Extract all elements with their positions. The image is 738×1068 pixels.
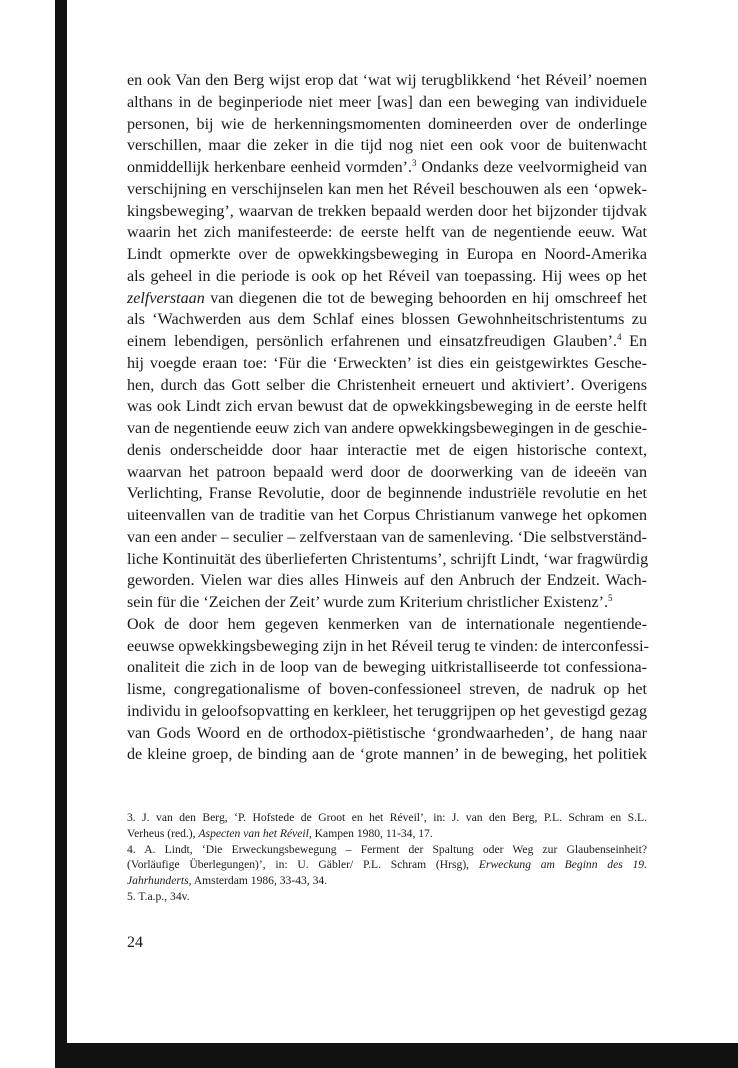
body-line: individu in geloofsopvatting en kerkleer, het teruggrijpen op het gevestigd gezag bbox=[127, 702, 647, 720]
body-line: en ook Van den Berg wijst erop dat ‘wat wij terugblikkend ‘het Réveil’ noemen bbox=[127, 72, 647, 89]
footnote-text: Kampen 1980, 11-34, 17. bbox=[311, 826, 433, 840]
italic-term: zelfverstaan bbox=[127, 289, 205, 307]
body-line-rest: van diegenen die tot de beweging behoorden en hij omschreef het bbox=[204, 289, 647, 307]
body-line: was ook Lindt zich ervan bewust dat de opwekkingsbeweging in de eerste helft bbox=[127, 398, 647, 416]
body-line: als geheel in die periode is ook op het Réveil van toepassing. Hij wees op het bbox=[127, 267, 647, 285]
body-line: Verlichting, Franse Revolutie, door de beginnende industriële revolutie en het bbox=[127, 485, 647, 503]
footnote-3-line-1: 3. J. van den Berg, ‘P. Hofstede de Groot en het Réveil’, in: J. van den Berg, P.L. Schram en S.L. bbox=[127, 811, 647, 824]
footnote-ref: 5 bbox=[607, 593, 613, 603]
footnotes bbox=[127, 810, 647, 905]
footnote-4-line-3 bbox=[127, 873, 647, 889]
body-line: verschillen, maar die zeker in die tijd nog niet een ook voor de buitenwacht bbox=[127, 137, 647, 155]
body-line: einem lebendigen, persönlich erfahrenen und einsatzfreudigen Glauben’.$^4$ En bbox=[127, 332, 647, 350]
body-line: verschijning en verschijnselen kan men het Réveil beschouwen als een ‘opwek- bbox=[127, 180, 647, 198]
footnote-title-italic: Aspecten van het Réveil, bbox=[198, 826, 312, 840]
body-line: eeuwse opwekkingsbeweging zijn in het Réveil terug te vinden: de interconfessi- bbox=[127, 637, 650, 655]
body-line-italic-lead bbox=[127, 288, 647, 310]
body-line: hij voegde eraan toe: ‘Für die ‘Erweckten’ ist dies ein geistgewirktes Gesche- bbox=[127, 354, 647, 372]
body-line: de kleine groep, de binding aan de ‘grote mannen’ in de beweging, het politiek bbox=[127, 746, 647, 764]
body-line: uiteenvallen van de traditie van het Corpus Christianum vanwege het opkomen bbox=[127, 507, 647, 524]
body-line: als ‘Wachwerden aus dem Schlaf eines blossen Gewohnheitschristentums zu bbox=[127, 311, 647, 329]
footnote-title-italic: Erweckung am Beginn des 19. bbox=[478, 858, 647, 872]
body-line: althans in de beginperiode niet meer [was] dan een beweging van individuele bbox=[127, 93, 647, 111]
body-line: Ook de door hem gegeven kenmerken van de internationale negentiende- bbox=[127, 615, 647, 633]
scan-border-left bbox=[55, 0, 67, 1068]
body-line: sein für die ‘Zeichen der Zeit’ wurde zum Kriterium christlicher Existenz’.$^5$ bbox=[127, 593, 613, 611]
body-line: geworden. Vielen war dies alles Hinweis auf den Anbruch der Endzeit. Wach- bbox=[127, 572, 647, 590]
scan-border-bottom bbox=[55, 1043, 738, 1068]
footnote-text: (Vorläufige Überlegungen)’, in: U. Gäbler/ P.L. Schram (Hrsg), bbox=[127, 858, 479, 872]
body-line: denis onderscheidde door haar interactie met de eigen historische context, bbox=[127, 441, 647, 459]
body-line: waarin het zich manifesteerde: de eerste helft van de negentiende eeuw. Wat bbox=[127, 224, 647, 242]
body-line: van de negentiende eeuw zich van andere opwekkingsbewegingen in de geschie- bbox=[127, 420, 648, 437]
footnote-text: Amsterdam 1986, 33-43, 34. bbox=[191, 874, 328, 888]
body-line: kingsbeweging’, waarvan de trekken bepaald werden door het bijzonder tijdvak bbox=[127, 202, 647, 220]
body-line: personen, bij wie de herkenningsmomenten domineerden over de onderlinge bbox=[127, 115, 647, 133]
footnote-title-italic: Jahrhunderts, bbox=[127, 874, 192, 888]
body-line: van een ander – seculier – zelfverstaan van de samenleving. ‘Die selbstverständ- bbox=[127, 528, 647, 546]
footnote-5-line-1: 5. T.a.p., 34v. bbox=[127, 889, 190, 903]
body-line: Lindt opmerkte over de opwekkingsbeweging in Europa en Noord-Amerika bbox=[127, 246, 647, 263]
body-line: onaliteit die zich in de loop van de beweging uitkristalliseerde tot confessiona- bbox=[127, 659, 647, 677]
footnote-3-line-2 bbox=[127, 826, 647, 842]
footnote-ref: 4 bbox=[616, 332, 622, 342]
body-line: onmiddellijk herkenbare eenheid vormden’.$^3$ Ondanks deze veelvormigheid van bbox=[127, 158, 648, 176]
page-number: 24 bbox=[127, 934, 143, 951]
body-line: van Gods Woord en de orthodox-piëtistische ‘grondwaarheden’, de hang naar bbox=[127, 724, 647, 742]
footnote-4-line-1: 4. A. Lindt, ‘Die Erweckungsbewegung – Ferment der Spaltung oder Weg zur Glaubenseinheit? bbox=[127, 842, 647, 856]
body-line: liche Kontinuität des überlieferten Christentums’, schrijft Lindt, ‘war fragwürdig bbox=[127, 550, 649, 568]
footnote-4-line-2 bbox=[127, 857, 647, 873]
body-paragraph bbox=[127, 70, 650, 766]
footnote-text: Verheus (red.), bbox=[127, 826, 199, 840]
footnote-ref: 3 bbox=[412, 158, 417, 168]
page-body bbox=[127, 70, 650, 766]
body-line: lisme, congregationalisme of boven-confessioneel streven, de nadruk op het bbox=[127, 681, 647, 698]
body-line: hen, durch das Gott selber die Christenheit erneuert und aktiviert’. Overigens bbox=[127, 376, 647, 394]
body-line: waarvan het patroon bepaald werd door de doorwerking van de ideeën van bbox=[127, 463, 647, 481]
